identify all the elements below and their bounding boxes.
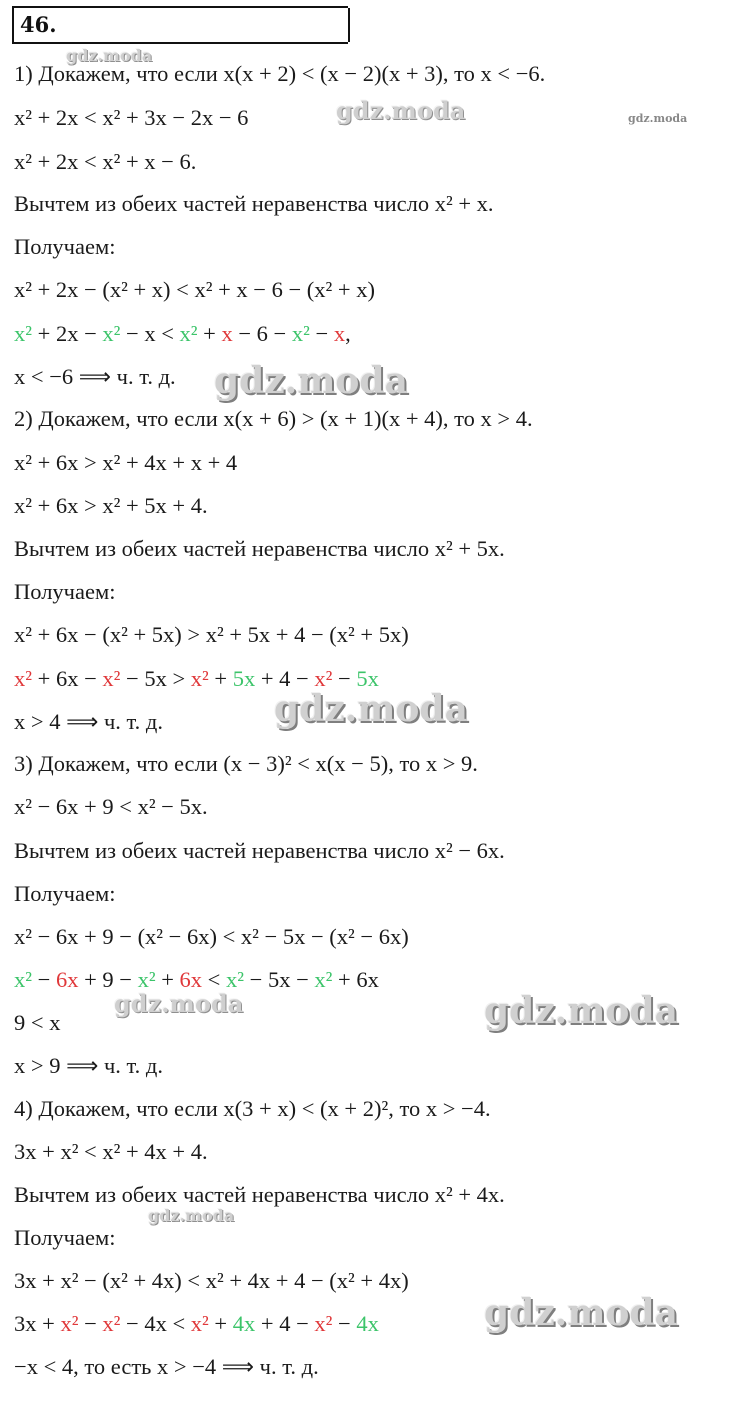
part-1-statement: 1) Докажем, что если x(x + 2) < (x − 2)(x + 3), то x < −6. (14, 61, 546, 86)
part-3-step-2: x² − 6x + 9 − (x² − 6x) < x² − 5x − (x² − 6x) (14, 924, 409, 949)
part-2-step-4: x² + 6x − x² − 5x > x² + 5x + 4 − x² − 5x (14, 666, 379, 691)
watermark-logo: gdz.moda (66, 46, 153, 65)
part-4-subtract-note: Вычтем из обеих частей неравенства число x² + 4x. (14, 1182, 505, 1207)
part-4-step-1: 3x + x² < x² + 4x + 4. (14, 1139, 208, 1164)
watermark-logo: gdz.moda (214, 360, 408, 402)
part-3-subtract-note: Вычтем из обеих частей неравенства число x² − 6x. (14, 838, 505, 863)
part-3-step-3: x² − 6x + 9 − x² + 6x < x² − 5x − x² + 6x (14, 967, 379, 992)
part-4-conclusion: −x < 4, то есть x > −4 ⟹ ч. т. д. (14, 1354, 319, 1379)
part-4-get-label: Получаем: (14, 1225, 116, 1250)
part-4-step-3: 3x + x² − x² − 4x < x² + 4x + 4 − x² − 4x (14, 1311, 379, 1336)
part-1-conclusion: x < −6 ⟹ ч. т. д. (14, 364, 176, 389)
part-1-step-4: x² + 2x − x² − x < x² + x − 6 − x² − x, (14, 321, 351, 346)
part-1-step-1: x² + 2x < x² + 3x − 2x − 6 (14, 105, 249, 130)
part-3-step-1: x² − 6x + 9 < x² − 5x. (14, 794, 208, 819)
part-2-step-2: x² + 6x > x² + 5x + 4. (14, 493, 208, 518)
part-2-step-1: x² + 6x > x² + 4x + x + 4 (14, 450, 238, 475)
part-2-get-label: Получаем: (14, 579, 116, 604)
part-4-statement: 4) Докажем, что если x(3 + x) < (x + 2)², то x > −4. (14, 1096, 491, 1121)
part-3-step-4: 9 < x (14, 1010, 61, 1035)
part-1-step-3: x² + 2x − (x² + x) < x² + x − 6 − (x² + x) (14, 277, 375, 302)
part-2-step-3: x² + 6x − (x² + 5x) > x² + 5x + 4 − (x² + 5x) (14, 622, 409, 647)
watermark-logo: gdz.moda (148, 1206, 235, 1225)
part-3-statement: 3) Докажем, что если (x − 3)² < x(x − 5), то x > 9. (14, 751, 478, 776)
part-3-conclusion: x > 9 ⟹ ч. т. д. (14, 1053, 163, 1078)
part-2-subtract-note: Вычтем из обеих частей неравенства число x² + 5x. (14, 536, 505, 561)
watermark-logo: gdz.moda (484, 1292, 678, 1334)
part-1-get-label: Получаем: (14, 234, 116, 259)
problem-number: 46. (20, 12, 57, 37)
part-1-step-2: x² + 2x < x² + x − 6. (14, 149, 197, 174)
watermark-logo: gdz.moda (628, 112, 688, 125)
watermark-logo: gdz.moda (274, 688, 468, 730)
watermark-logo: gdz.moda (484, 990, 678, 1032)
watermark-logo: gdz.moda (114, 989, 244, 1018)
part-1-subtract-note: Вычтем из обеих частей неравенства число x² + x. (14, 191, 494, 216)
part-2-statement: 2) Докажем, что если x(x + 6) > (x + 1)(x + 4), то x > 4. (14, 406, 533, 431)
watermark-logo: gdz.moda (336, 96, 466, 125)
part-2-conclusion: x > 4 ⟹ ч. т. д. (14, 709, 163, 734)
problem-number-box (12, 6, 348, 44)
part-4-step-2: 3x + x² − (x² + 4x) < x² + 4x + 4 − (x² + 4x) (14, 1268, 409, 1293)
part-3-get-label: Получаем: (14, 881, 116, 906)
